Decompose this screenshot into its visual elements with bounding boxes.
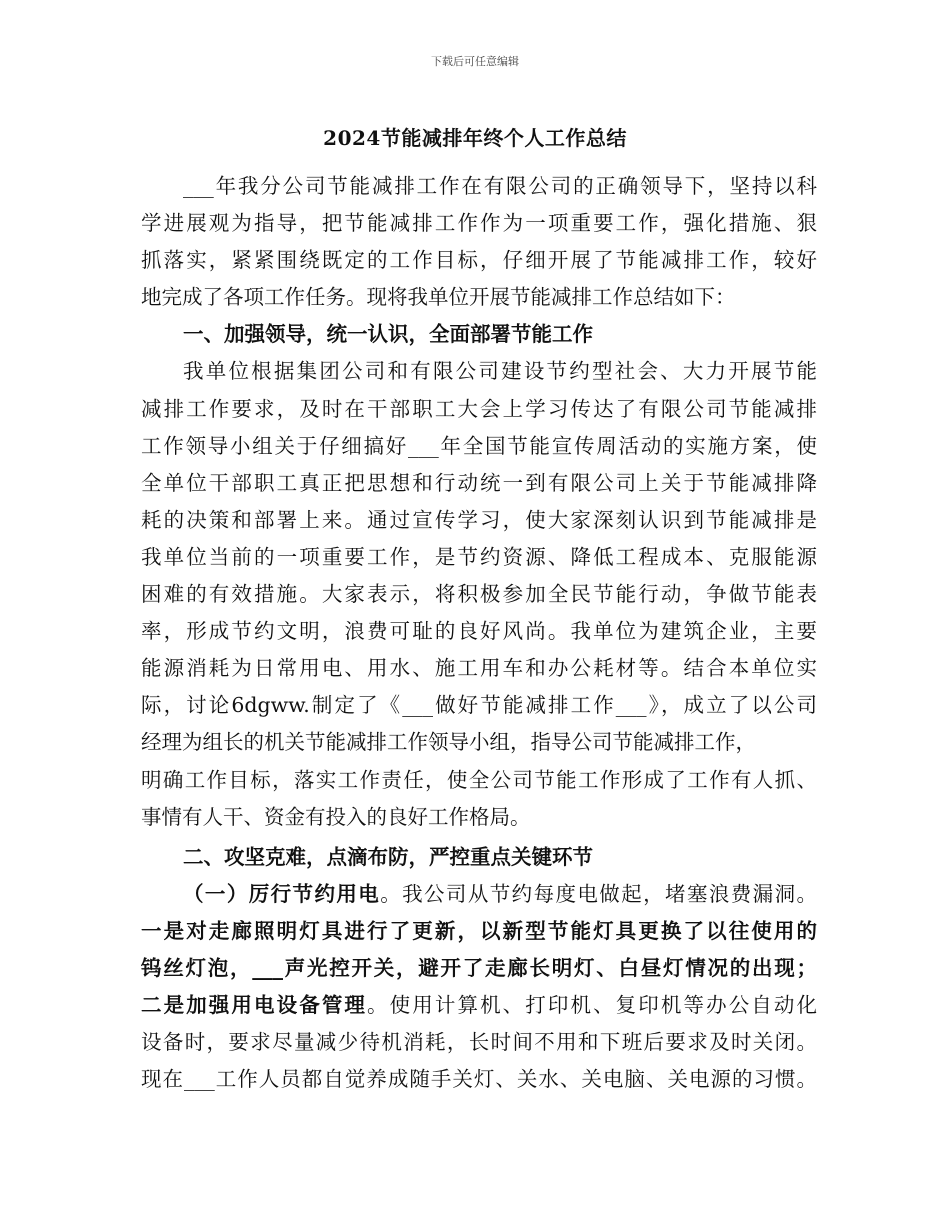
text-run: 工作领导小组关于仔细搞好___年全国节能宣传周活动的实施方案，使 [141,433,817,458]
text-run: 二、攻坚克难，点滴布防，严控重点关键环节 [183,844,593,869]
text-run: 学进展观为指导，把节能减排工作作为一项重要工作，强化措施、狠 [141,211,817,236]
text-run: 现在___工作人员都自觉养成随手关灯、关水、关电脑、关电源的习惯。 [141,1067,817,1092]
text-run: 全单位干部职工真正把思想和行动统一到有限公司上关于节能减排降 [141,470,817,495]
document-body [141,168,817,1098]
text-run: 率，形成节约文明，浪费可耻的良好风尚。我单位为建筑企业，主要 [141,619,817,644]
body-line [141,465,817,502]
text-run: 我单位当前的一项重要工作，是节约资源、降低工程成本、克服能源 [141,544,817,569]
body-line [141,950,817,987]
body-line [141,391,817,428]
body-line [141,539,817,576]
body-line [141,279,817,316]
body-line [141,687,817,724]
body-line [141,762,817,799]
text-run: 一是对走廊照明灯具进行了更新，以新型节能灯具更换了以往使用的 [141,918,817,943]
section-heading-2 [141,839,817,876]
text-run: 二是加强用电设备管理 [141,993,368,1018]
body-line [141,876,817,913]
document-title: 2024节能减排年终个人工作总结 [323,126,627,150]
body-line [141,724,817,761]
text-run: 困难的有效措施。大家表示，将积极参加全民节能行动，争做节能表 [141,582,817,607]
text-run: 事情有人干、资金有投入的良好工作格局。 [141,804,531,829]
body-line [141,1024,817,1061]
text-run: 地完成了各项工作任务。现将我单位开展节能减排工作总结如下： [141,285,736,310]
body-line [141,168,817,205]
text-run: ___年我分公司节能减排工作在有限公司的正确领导下，坚持以科 [183,174,817,198]
text-run: 抓落实，紧紧围绕既定的工作目标，仔细开展了节能减排工作，较好 [141,248,817,273]
text-run: （一）厉行节约用电 [183,881,381,906]
text-run: 一、加强领导，统一认识，全面部署节能工作 [183,322,593,347]
section-heading-1 [141,316,817,353]
text-run: 能源消耗为日常用电、用水、施工用车和办公耗材等。结合本单位实 [141,656,817,681]
text-run: 钨丝灯泡，___声光控开关，避开了走廊长明灯、白昼灯情况的出现； [141,955,817,980]
text-run: 经理为组长的机关节能减排工作领导小组，指导公司节能减排工作， [141,730,756,755]
text-run: 际，讨论6dgww.制定了《___做好节能减排工作___》，成立了以公司 [141,693,817,718]
text-run: 设备时，要求尽量减少待机消耗，长时间不用和下班后要求及时关闭。 [141,1030,817,1055]
body-line [141,1061,817,1098]
body-line [141,987,817,1024]
body-line [141,205,817,242]
body-line [141,242,817,279]
body-line [141,502,817,539]
body-line [141,576,817,613]
body-line [141,613,817,650]
body-line [141,428,817,465]
body-line [141,913,817,950]
text-run: 我单位根据集团公司和有限公司建设节约型社会、大力开展节能 [183,359,817,384]
text-run: 减排工作要求，及时在干部职工大会上学习传达了有限公司节能减排 [141,396,817,421]
page-header-note: 下载后可任意编辑 [431,55,519,68]
body-line [141,799,817,836]
text-run: 。使用计算机、打印机、复印机等办公自动化 [367,993,818,1018]
text-run: 。我公司从节约每度电做起，堵塞浪费漏洞。 [380,881,818,906]
body-line [141,353,817,390]
text-run: 耗的决策和部署上来。通过宣传学习，使大家深刻认识到节能减排是 [141,507,817,532]
text-run: 明确工作目标，落实工作责任，使全公司节能工作形成了工作有人抓、 [141,767,817,792]
body-line [141,650,817,687]
